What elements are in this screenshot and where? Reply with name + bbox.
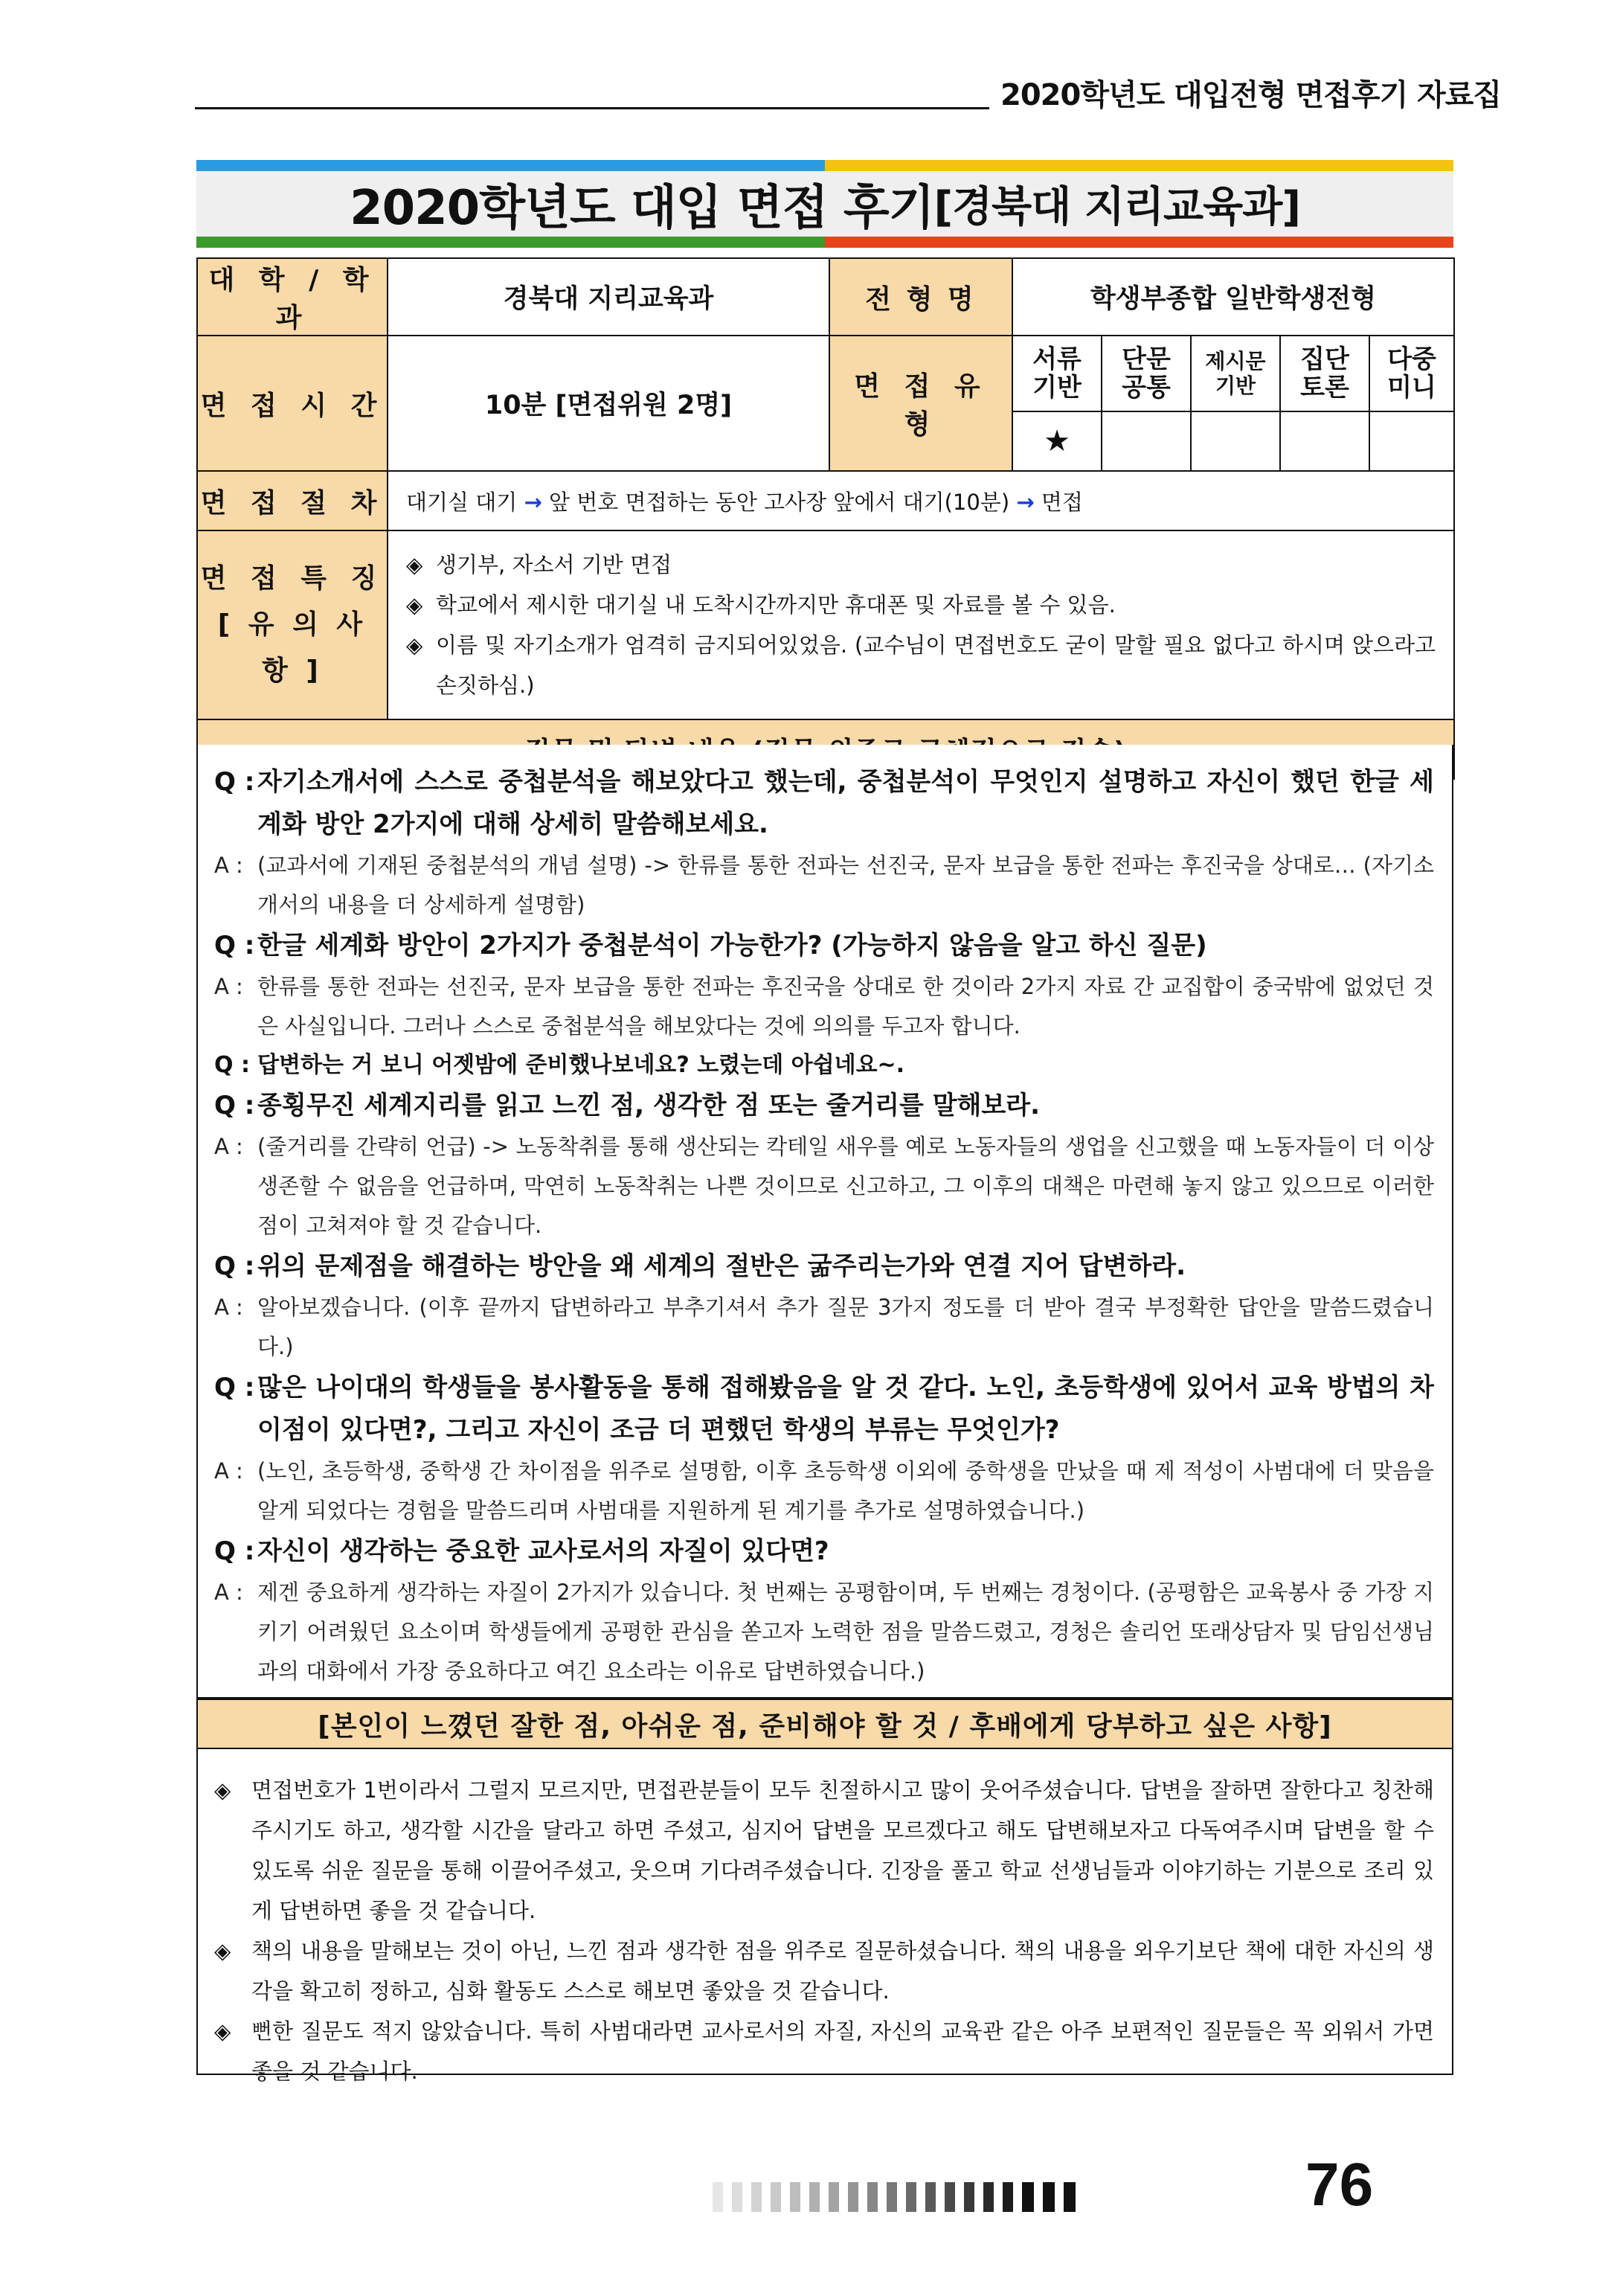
diamond-bullet-icon: ◈ [406, 632, 423, 658]
gradient-block [1043, 2182, 1055, 2212]
title-school: [경북대 지리교육과] [933, 183, 1300, 231]
format-label: 면 접 유 형 [829, 336, 1012, 471]
gradient-block [906, 2182, 916, 2212]
running-title: 2020학년도 대입전형 면접후기 자료집 [1000, 78, 1502, 112]
bottom-bar-left [196, 237, 825, 248]
question-prefix: Q : [214, 1052, 250, 1078]
gradient-block [887, 2182, 897, 2212]
time-label: 면 접 시 간 [197, 336, 388, 471]
bottom-bar-right [825, 237, 1453, 248]
advice-item: ◈ 책의 내용을 말해보는 것이 아닌, 느낀 점과 생각한 점을 위주로 질문하셨습니다. 책의 내용을 외우기보단 책에 대한 자신의 생각을 확고히 정하고, 심화 활동도 스스로 해보면 좋았을 것 같습니다. [214, 1931, 1434, 2011]
page-number: 76 [1305, 2151, 1374, 2219]
gradient-block [732, 2182, 742, 2212]
format-empty-cell [1369, 411, 1454, 471]
question-row [214, 925, 1434, 967]
features-label: 면 접 특 징 [ 유 의 사 항 ] [197, 530, 388, 719]
diamond-bullet-icon: ◈ [406, 552, 423, 577]
advice-heading: [본인이 느꼈던 잘한 점, 아쉬운 점, 준비해야 할 것 / 후배에게 당부하고 싶은 사항] [196, 1699, 1453, 1749]
time-value: 10분 [면접위원 2명] [388, 336, 829, 471]
answer-text: 제겐 중요하게 생각하는 자질이 2가지가 있습니다. 첫 번째는 공평함이며, 두 번째는 경청이다. (공평함은 교육봉사 중 가장 지키기 어려웠던 요소이며 학생들에게 공평한 관심을 쏟고자 노력한 점을 말씀드렸고, 경청은 솔리언 또래상담자 및 담임선생님과의 대화에서 가장 중요하다고 여긴 요소라는 이유로 답변하였습니다.) [257, 1580, 1434, 1684]
question-prefix: Q : [214, 1251, 255, 1281]
gradient-block [771, 2182, 781, 2212]
question-prefix: Q : [214, 1536, 255, 1566]
interview-info-table [196, 257, 1455, 780]
format-short-common: 단문 공통 [1102, 336, 1191, 411]
title-main: 2020학년도 대입 면접 후기 [350, 181, 934, 236]
answer-prefix: A : [214, 974, 243, 999]
answer-text: (줄거리를 간략히 언급) -> 노동착취를 통해 생산되는 칵테일 새우를 예로 노동자들의 생업을 신고했을 때 노동자들이 더 이상 생존할 수 없음을 언급하며, 막연히 노동착취는 나쁜 것이므로 신고하고, 그 이후의 대책은 마련해 놓지 않고 있으므로 이러한 점이 고쳐져야 할 것 같습니다. [257, 1134, 1434, 1238]
feature-item: ◈ 학교에서 제시한 대기실 내 도착시간까지만 휴대폰 및 자료를 볼 수 있음. [406, 585, 1436, 625]
question-text: 자기소개서에 스스로 중첩분석을 해보았다고 했는데, 중첩분석이 무엇인지 설명하고 자신이 했던 한글 세계화 방안 2가지에 대해 상세히 말씀해보세요. [257, 767, 1434, 839]
diamond-bullet-icon: ◈ [214, 1938, 231, 1963]
page-gradient-blocks [713, 2182, 1076, 2212]
answer-row [214, 1288, 1434, 1367]
gradient-block [713, 2182, 723, 2212]
gradient-block [983, 2182, 994, 2212]
question-text: 한글 세계화 방안이 2가지가 중첩분석이 가능한가? (가능하지 않음을 알고 하신 질문) [257, 931, 1207, 961]
answer-prefix: A : [214, 853, 243, 878]
title-bottom-bar [196, 237, 1453, 248]
gradient-block [1022, 2182, 1034, 2212]
question-text: 자신이 생각하는 중요한 교사로서의 자질이 있다면? [257, 1536, 829, 1566]
qa-section [196, 745, 1453, 1699]
answer-row [214, 1452, 1434, 1530]
question-prefix: Q : [214, 767, 255, 797]
gradient-block [790, 2182, 800, 2212]
question-row [214, 1530, 1434, 1573]
question-prefix: Q : [214, 1373, 255, 1402]
format-selected-star: ★ [1012, 411, 1102, 471]
gradient-block [1064, 2182, 1076, 2212]
format-empty-cell [1102, 411, 1191, 471]
header-rule [195, 107, 989, 109]
question-row [214, 761, 1434, 846]
admission-type-label: 전 형 명 [829, 258, 1012, 336]
answer-row [214, 1573, 1434, 1691]
format-empty-cell [1191, 411, 1280, 471]
gradient-block [829, 2182, 839, 2212]
format-passage-based: 제시문 기반 [1191, 336, 1280, 411]
question-row [214, 1367, 1434, 1452]
answer-text: 한류를 통한 전파는 선진국, 문자 보급을 통한 전파는 후진국을 상대로 한 것이라 2가지 자료 간 교집합이 중국밖에 없었던 것은 사실입니다. 그러나 스스로 중첩분석을 해보았다는 것에 의의를 두고자 합니다. [257, 974, 1434, 1039]
question-row [214, 1046, 1434, 1085]
gradient-block [945, 2182, 955, 2212]
gradient-block [867, 2182, 878, 2212]
diamond-bullet-icon: ◈ [406, 592, 423, 618]
univ-value: 경북대 지리교육과 [388, 258, 829, 336]
diamond-bullet-icon: ◈ [214, 1777, 231, 1803]
question-text: 답변하는 거 보니 어젯밤에 준비했나보네요? 노렸는데 아쉽네요~. [257, 1052, 905, 1078]
answer-prefix: A : [214, 1458, 243, 1484]
feature-item: ◈ 이름 및 자기소개가 엄격히 금지되어있었음. (교수님이 면접번호도 굳이 말할 필요 없다고 하시며 앉으라고 손짓하심.) [406, 625, 1436, 705]
question-row [214, 1245, 1434, 1288]
procedure-label: 면 접 절 차 [197, 471, 388, 530]
format-group-discussion: 집단 토론 [1280, 336, 1369, 411]
question-prefix: Q : [214, 931, 255, 961]
answer-row [214, 967, 1434, 1046]
diamond-bullet-icon: ◈ [214, 2018, 231, 2044]
answer-text: 알아보겠습니다. (이후 끝까지 답변하라고 부추기셔서 추가 질문 3가지 정도를 더 받아 결국 부정확한 답안을 말씀드렸습니다.) [257, 1295, 1434, 1359]
gradient-block [848, 2182, 858, 2212]
gradient-block [751, 2182, 762, 2212]
format-doc-based: 서류 기반 [1012, 336, 1102, 411]
answer-text: (노인, 초등학생, 중학생 간 차이점을 위주로 설명함, 이후 초등학생 이외에 중학생을 만났을 때 제 적성이 사범대에 더 맞음을 알게 되었다는 경험을 말씀드리며 사범대를 지원하게 된 계기를 추가로 설명하였습니다.) [257, 1458, 1434, 1523]
answer-text: (교과서에 기재된 중첩분석의 개념 설명) -> 한류를 통한 전파는 선진국, 문자 보급을 통한 전파는 후진국을 상대로… (자기소개서의 내용을 더 상세하게 설명함) [257, 853, 1434, 917]
answer-prefix: A : [214, 1134, 243, 1159]
qa-list [214, 761, 1434, 1691]
question-row [214, 1085, 1434, 1127]
advice-item: ◈ 면접번호가 1번이라서 그럴지 모르지만, 면접관분들이 모두 친절하시고 많이 웃어주셨습니다. 답변을 잘하면 잘한다고 칭찬해주시기도 하고, 생각할 시간을 달라고 하면 주셨고, 심지어 답변을 모르겠다고 해도 답변해보자고 다독여주시며 답변을 할 수 있도록 쉬운 질문을 통해 이끌어주셨고, 웃으며 기다려주셨습니다. 긴장을 풀고 학교 선생님들과 이야기하는 기분으로 조리 있게 답변하면 좋을 것 같습니다. [214, 1770, 1434, 1931]
arrow-icon: → [524, 489, 542, 515]
answer-row [214, 846, 1434, 925]
format-empty-cell [1280, 411, 1369, 471]
page-title [196, 171, 1453, 237]
answer-prefix: A : [214, 1295, 243, 1320]
feature-item: ◈ 생기부, 자소서 기반 면접 [406, 545, 1436, 585]
answer-row [214, 1127, 1434, 1245]
admission-type-value: 학생부종합 일반학생전형 [1012, 258, 1454, 336]
univ-label: 대 학 / 학 과 [197, 258, 388, 336]
gradient-block [964, 2182, 974, 2212]
question-prefix: Q : [214, 1091, 255, 1120]
features-list [388, 530, 1454, 719]
advice-item: ◈ 뻔한 질문도 적지 않았습니다. 특히 사범대라면 교사로서의 자질, 자신의 교육관 같은 아주 보편적인 질문들은 꼭 외워서 가면 좋을 것 같습니다. [214, 2011, 1434, 2091]
gradient-block [1003, 2182, 1013, 2212]
gradient-block [925, 2182, 936, 2212]
advice-section [196, 1749, 1453, 2084]
format-multi-mini: 다중 미니 [1369, 336, 1454, 411]
arrow-icon: → [1016, 489, 1035, 515]
gradient-block [809, 2182, 820, 2212]
question-text: 위의 문제점을 해결하는 방안을 왜 세계의 절반은 굶주리는가와 연결 지어 답변하라. [257, 1251, 1186, 1281]
question-text: 많은 나이대의 학생들을 봉사활동을 통해 접해봤음을 알 것 같다. 노인, 초등학생에 있어서 교육 방법의 차이점이 있다면?, 그리고 자신이 조금 더 편했던 학생의 부류는 무엇인가? [257, 1373, 1434, 1445]
procedure-text: 대기실 대기 → 앞 번호 면접하는 동안 고사장 앞에서 대기(10분) → 면접 [388, 471, 1454, 530]
question-text: 종횡무진 세계지리를 읽고 느낀 점, 생각한 점 또는 줄거리를 말해보라. [257, 1091, 1040, 1120]
answer-prefix: A : [214, 1580, 243, 1605]
